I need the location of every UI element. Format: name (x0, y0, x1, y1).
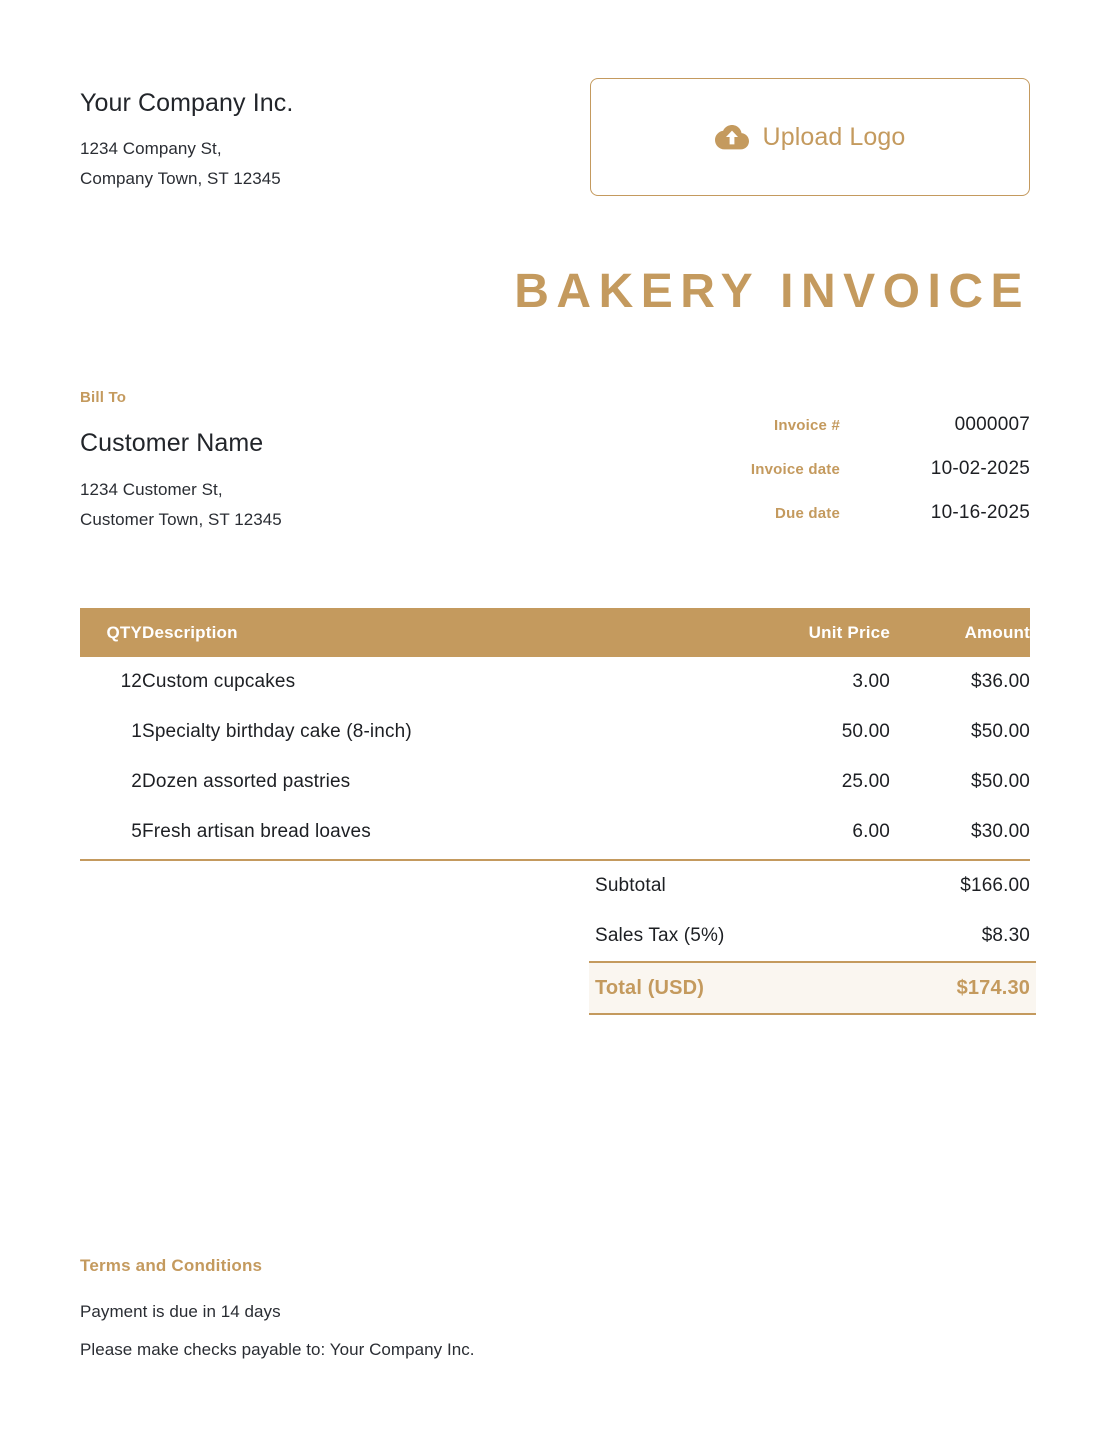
invoice-number-row (610, 414, 1030, 458)
row-description: Fresh artisan bread loaves (142, 821, 371, 842)
row-amount: $50.00 (970, 771, 1030, 792)
items-table-body (80, 657, 1030, 857)
items-table (80, 608, 1030, 857)
company-address-line-1: 1234 Company St, (80, 139, 222, 158)
terms-title: Terms and Conditions (80, 1256, 263, 1275)
header-qty: QTY (80, 608, 142, 657)
invoice-title: BAKERY INVOICE (514, 265, 1030, 318)
header-description: Description (142, 608, 720, 657)
customer-address-line-2: Customer Town, ST 12345 (80, 510, 282, 529)
row-description: Specialty birthday cake (8-inch) (142, 721, 412, 742)
row-amount: $30.00 (970, 821, 1030, 842)
row-qty: 5 (131, 821, 142, 842)
row-unit-price: 3.00 (852, 671, 890, 692)
row-qty: 1 (131, 721, 142, 742)
row-description: Custom cupcakes (142, 671, 296, 692)
invoice-header (80, 78, 1030, 196)
row-description: Dozen assorted pastries (142, 771, 351, 792)
due-date-row (610, 502, 1030, 546)
sales-tax-label: Sales Tax (5%) (595, 925, 725, 946)
terms-block (80, 1256, 780, 1369)
invoice-date-label: Invoice date (750, 461, 840, 478)
table-row (80, 707, 1030, 757)
invoice-number-value: 0000007 (954, 414, 1030, 435)
table-row (80, 807, 1030, 857)
cloud-upload-icon (715, 123, 749, 151)
totals-block (595, 861, 1030, 1015)
terms-line-1: Payment is due in 14 days (80, 1302, 281, 1321)
customer-name: Customer Name (80, 429, 264, 457)
row-unit-price: 50.00 (841, 721, 890, 742)
grand-total-label: Total (USD) (595, 976, 705, 999)
items-table-container (80, 608, 1030, 861)
invoice-date-row (610, 458, 1030, 502)
invoice-date-value: 10-02-2025 (930, 458, 1030, 479)
row-amount: $50.00 (970, 721, 1030, 742)
table-row (80, 757, 1030, 807)
terms-line-2: Please make checks payable to: Your Company Inc. (80, 1340, 475, 1359)
row-unit-price: 6.00 (852, 821, 890, 842)
sales-tax-row (595, 911, 1030, 961)
subtotal-value: $166.00 (960, 875, 1030, 896)
items-table-head (80, 608, 1030, 657)
bill-to-label: Bill To (80, 389, 127, 406)
grand-total-value: $174.30 (956, 976, 1030, 999)
sales-tax-value: $8.30 (981, 925, 1030, 946)
company-address-line-2: Company Town, ST 12345 (80, 169, 281, 188)
invoice-number-label: Invoice # (774, 417, 840, 434)
header-unit-price: Unit Price (720, 608, 890, 657)
company-name: Your Company Inc. (80, 89, 294, 117)
grand-total-row (589, 961, 1036, 1015)
customer-address-line-1: 1234 Customer St, (80, 480, 223, 499)
subtotal-row (595, 861, 1030, 911)
invoice-meta-block (610, 414, 1030, 546)
items-table-header-row (80, 608, 1030, 657)
upload-logo-button[interactable] (590, 78, 1030, 196)
due-date-label: Due date (775, 505, 840, 522)
header-amount: Amount (890, 608, 1030, 657)
row-amount: $36.00 (970, 671, 1030, 692)
table-row (80, 657, 1030, 707)
row-qty: 12 (120, 671, 142, 692)
row-unit-price: 25.00 (841, 771, 890, 792)
row-qty: 2 (131, 771, 142, 792)
upload-logo-label: Upload Logo (762, 122, 906, 151)
due-date-value: 10-16-2025 (930, 502, 1030, 523)
company-block (80, 78, 293, 194)
bill-to-block (80, 389, 540, 535)
subtotal-label: Subtotal (595, 875, 666, 896)
